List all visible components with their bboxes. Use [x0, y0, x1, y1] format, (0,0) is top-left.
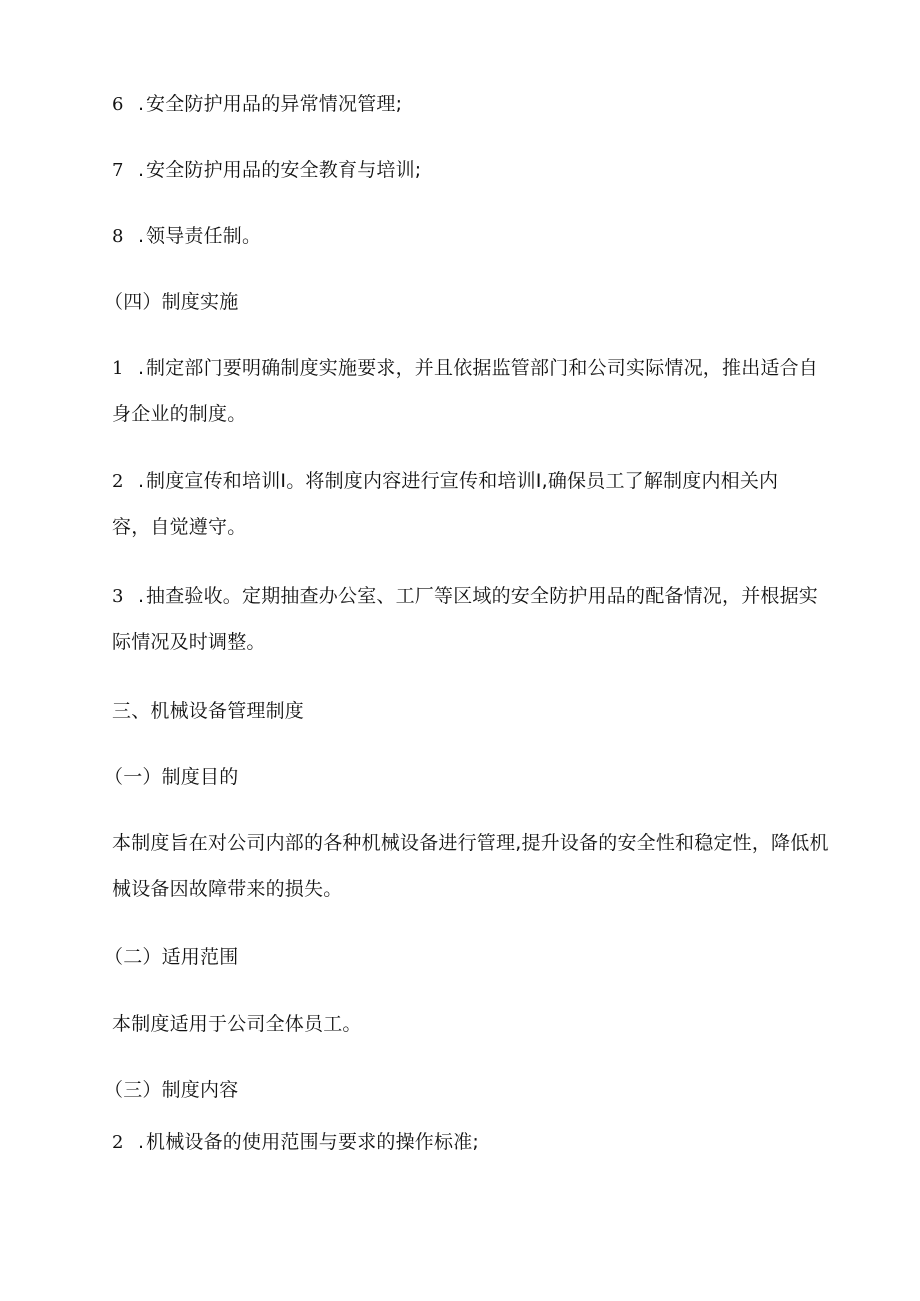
item-text: 抽查验收。定期抽查办公室、工厂等区域的安全防护用品的配备情况，并根据实 — [146, 585, 819, 607]
list-item: 8 .领导责任制。 — [112, 225, 262, 247]
item-number: 8 — [112, 226, 124, 247]
paragraph-line: 本制度适用于公司全体员工。 — [112, 1013, 362, 1035]
item-text: 领导责任制。 — [146, 225, 262, 247]
list-item: 3 .抽查验收。定期抽查办公室、工厂等区域的安全防护用品的配备情况，并根据实 — [112, 585, 819, 607]
item-number: 6 — [112, 94, 124, 115]
item-continuation: 际情况及时调整。 — [112, 631, 266, 653]
section-heading: （四）制度实施 — [104, 291, 239, 313]
section-heading: （三）制度内容 — [104, 1079, 239, 1101]
section-heading: （二）适用范围 — [104, 946, 239, 968]
paragraph-line: 械设备因故障带来的损失。 — [112, 878, 343, 900]
list-item: 7 .安全防护用品的安全教育与培训; — [112, 159, 422, 181]
list-item: 1 .制定部门要明确制度实施要求，并且依据监管部门和公司实际情况，推出适合自 — [112, 357, 819, 379]
item-text: 制定部门要明确制度实施要求，并且依据监管部门和公司实际情况，推出适合自 — [146, 357, 819, 379]
item-number: 7 — [112, 160, 124, 181]
item-number: 1 — [112, 358, 124, 379]
item-text: 安全防护用品的安全教育与培训; — [146, 159, 422, 181]
list-item: 2 .机械设备的使用范围与要求的操作标准; — [112, 1131, 480, 1153]
list-item: 2 .制度宣传和培训Ⅰ。将制度内容进行宣传和培训Ⅰ,确保员工了解制度内相关内 — [112, 470, 779, 492]
item-number: 3 — [112, 586, 124, 607]
item-continuation: 身企业的制度。 — [112, 403, 247, 425]
paragraph-line: 本制度旨在对公司内部的各种机械设备进行管理,提升设备的安全性和稳定性，降低机 — [112, 832, 829, 854]
item-continuation: 容，自觉遵守。 — [112, 516, 247, 538]
item-number: 2 — [112, 1132, 124, 1153]
section-heading: （一）制度目的 — [104, 766, 239, 788]
item-text: 机械设备的使用范围与要求的操作标准; — [146, 1131, 480, 1153]
item-text: 安全防护用品的异常情况管理; — [146, 93, 403, 115]
item-text: 制度宣传和培训Ⅰ。将制度内容进行宣传和培训Ⅰ,确保员工了解制度内相关内 — [146, 470, 779, 492]
item-number: 2 — [112, 471, 124, 492]
chapter-heading: 三、机械设备管理制度 — [112, 700, 305, 722]
list-item: 6 .安全防护用品的异常情况管理; — [112, 93, 403, 115]
